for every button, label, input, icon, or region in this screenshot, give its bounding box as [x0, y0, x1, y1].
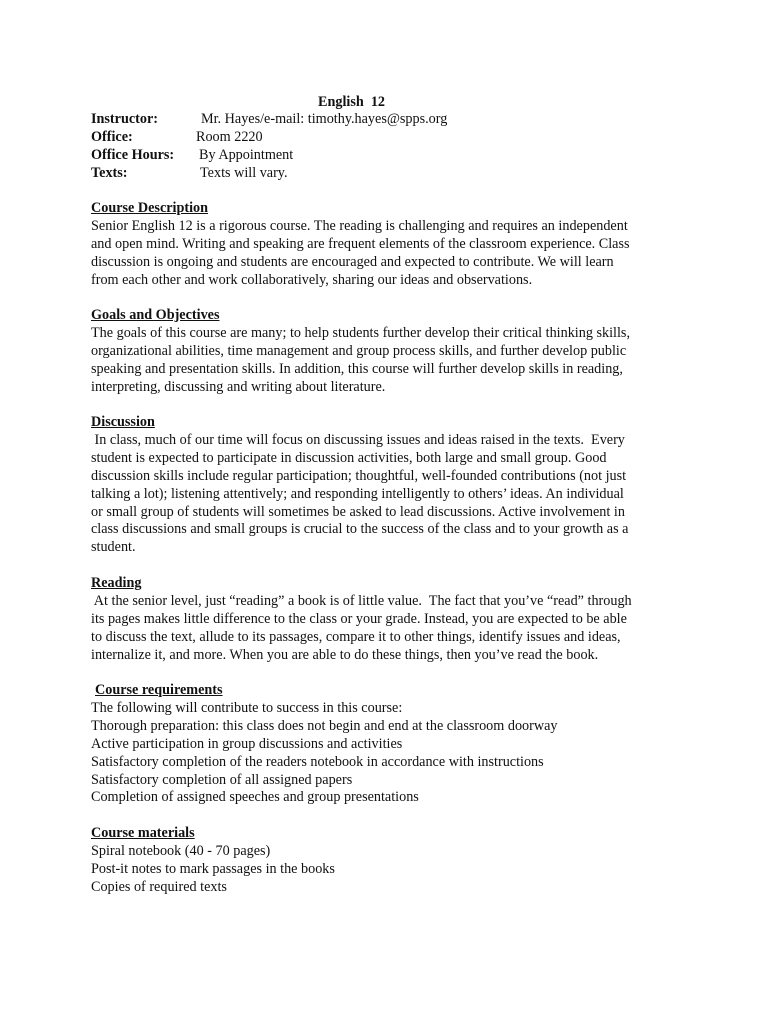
info-label: Office Hours: [91, 147, 175, 163]
section-heading: Course materials [91, 825, 195, 841]
list-item: Active participation in group discussions and activities [91, 735, 403, 752]
section-goals-objectives [91, 307, 681, 397]
section-heading: Course Description [91, 200, 209, 216]
paragraph-line: discussion is ongoing and students are encouraged and expected to contribute. We will learn [91, 253, 614, 270]
paragraph-line: organizational abilities, time management and group process skills, and further develop public [91, 342, 627, 359]
paragraph-line: and open mind. Writing and speaking are frequent elements of the classroom experience. Class [91, 235, 630, 252]
section-course-description [91, 200, 681, 290]
info-label: Instructor: [91, 111, 158, 127]
paragraph-line: The goals of this course are many; to help students further develop their critical thinking skills, [91, 324, 630, 341]
paragraph-line: to discuss the text, allude to its passages, compare it to other things, identify issues and ideas, [91, 628, 621, 645]
paragraph-line: or small group of students will sometimes be asked to lead discussions. Active involvement in [91, 503, 625, 520]
info-value: By Appointment [199, 147, 294, 163]
section-heading: Goals and Objectives [91, 307, 220, 323]
section-heading: Course requirements [95, 682, 223, 698]
paragraph-line: discussion skills include regular participation; thoughtful, well-founded contributions (not just [91, 467, 627, 484]
paragraph-line: At the senior level, just “reading” a book is of little value. The fact that you’ve “read” through [91, 592, 632, 609]
paragraph-line: student is expected to participate in discussion activities, both large and small group. Good [91, 449, 607, 466]
list-item: Satisfactory completion of all assigned papers [91, 771, 353, 788]
paragraph-line: student. [91, 539, 136, 556]
paragraph-line: Senior English 12 is a rigorous course. The reading is challenging and requires an independent [91, 217, 628, 234]
section-discussion [91, 414, 681, 557]
section-heading: Discussion [91, 414, 155, 430]
info-label: Office: [91, 129, 133, 145]
info-value-email: Mr. Hayes/e-mail: timothy.hayes@spps.org [201, 111, 448, 127]
document-title: English 12 [318, 94, 386, 110]
section-course-requirements [91, 682, 681, 807]
list-item: Completion of assigned speeches and group presentations [91, 789, 419, 806]
paragraph-line: from each other and work collaboratively, sharing our ideas and observations. [91, 271, 533, 288]
list-item: Copies of required texts [91, 878, 227, 895]
list-item: Satisfactory completion of the readers notebook in accordance with instructions [91, 753, 544, 770]
section-reading [91, 575, 681, 665]
paragraph-line: interpreting, discussing and writing about literature. [91, 378, 386, 395]
info-value: Texts will vary. [200, 165, 288, 181]
list-item: The following will contribute to success in this course: [91, 699, 403, 716]
paragraph-line: its pages makes little difference to the class or your grade. Instead, you are expected to be able [91, 610, 627, 627]
section-course-materials [91, 825, 681, 897]
paragraph-line: talking a lot); listening attentively; and responding intelligently to others’ ideas. An individual [91, 485, 624, 502]
paragraph-line: internalize it, and more. When you are able to do these things, then you’ve read the book. [91, 646, 599, 663]
paragraph-line: class discussions and small groups is crucial to the success of the class and to your growth as a [91, 521, 629, 538]
paragraph-line: In class, much of our time will focus on discussing issues and ideas raised in the texts. Every [91, 431, 625, 448]
list-item: Post-it notes to mark passages in the books [91, 860, 335, 877]
section-heading: Reading [91, 575, 142, 591]
info-label: Texts: [91, 165, 128, 181]
paragraph-line: speaking and presentation skills. In addition, this course will further develop skills in reading, [91, 360, 623, 377]
list-item: Thorough preparation: this class does not begin and end at the classroom doorway [91, 717, 558, 734]
info-value: Room 2220 [196, 129, 263, 145]
list-item: Spiral notebook (40 - 70 pages) [91, 842, 271, 859]
